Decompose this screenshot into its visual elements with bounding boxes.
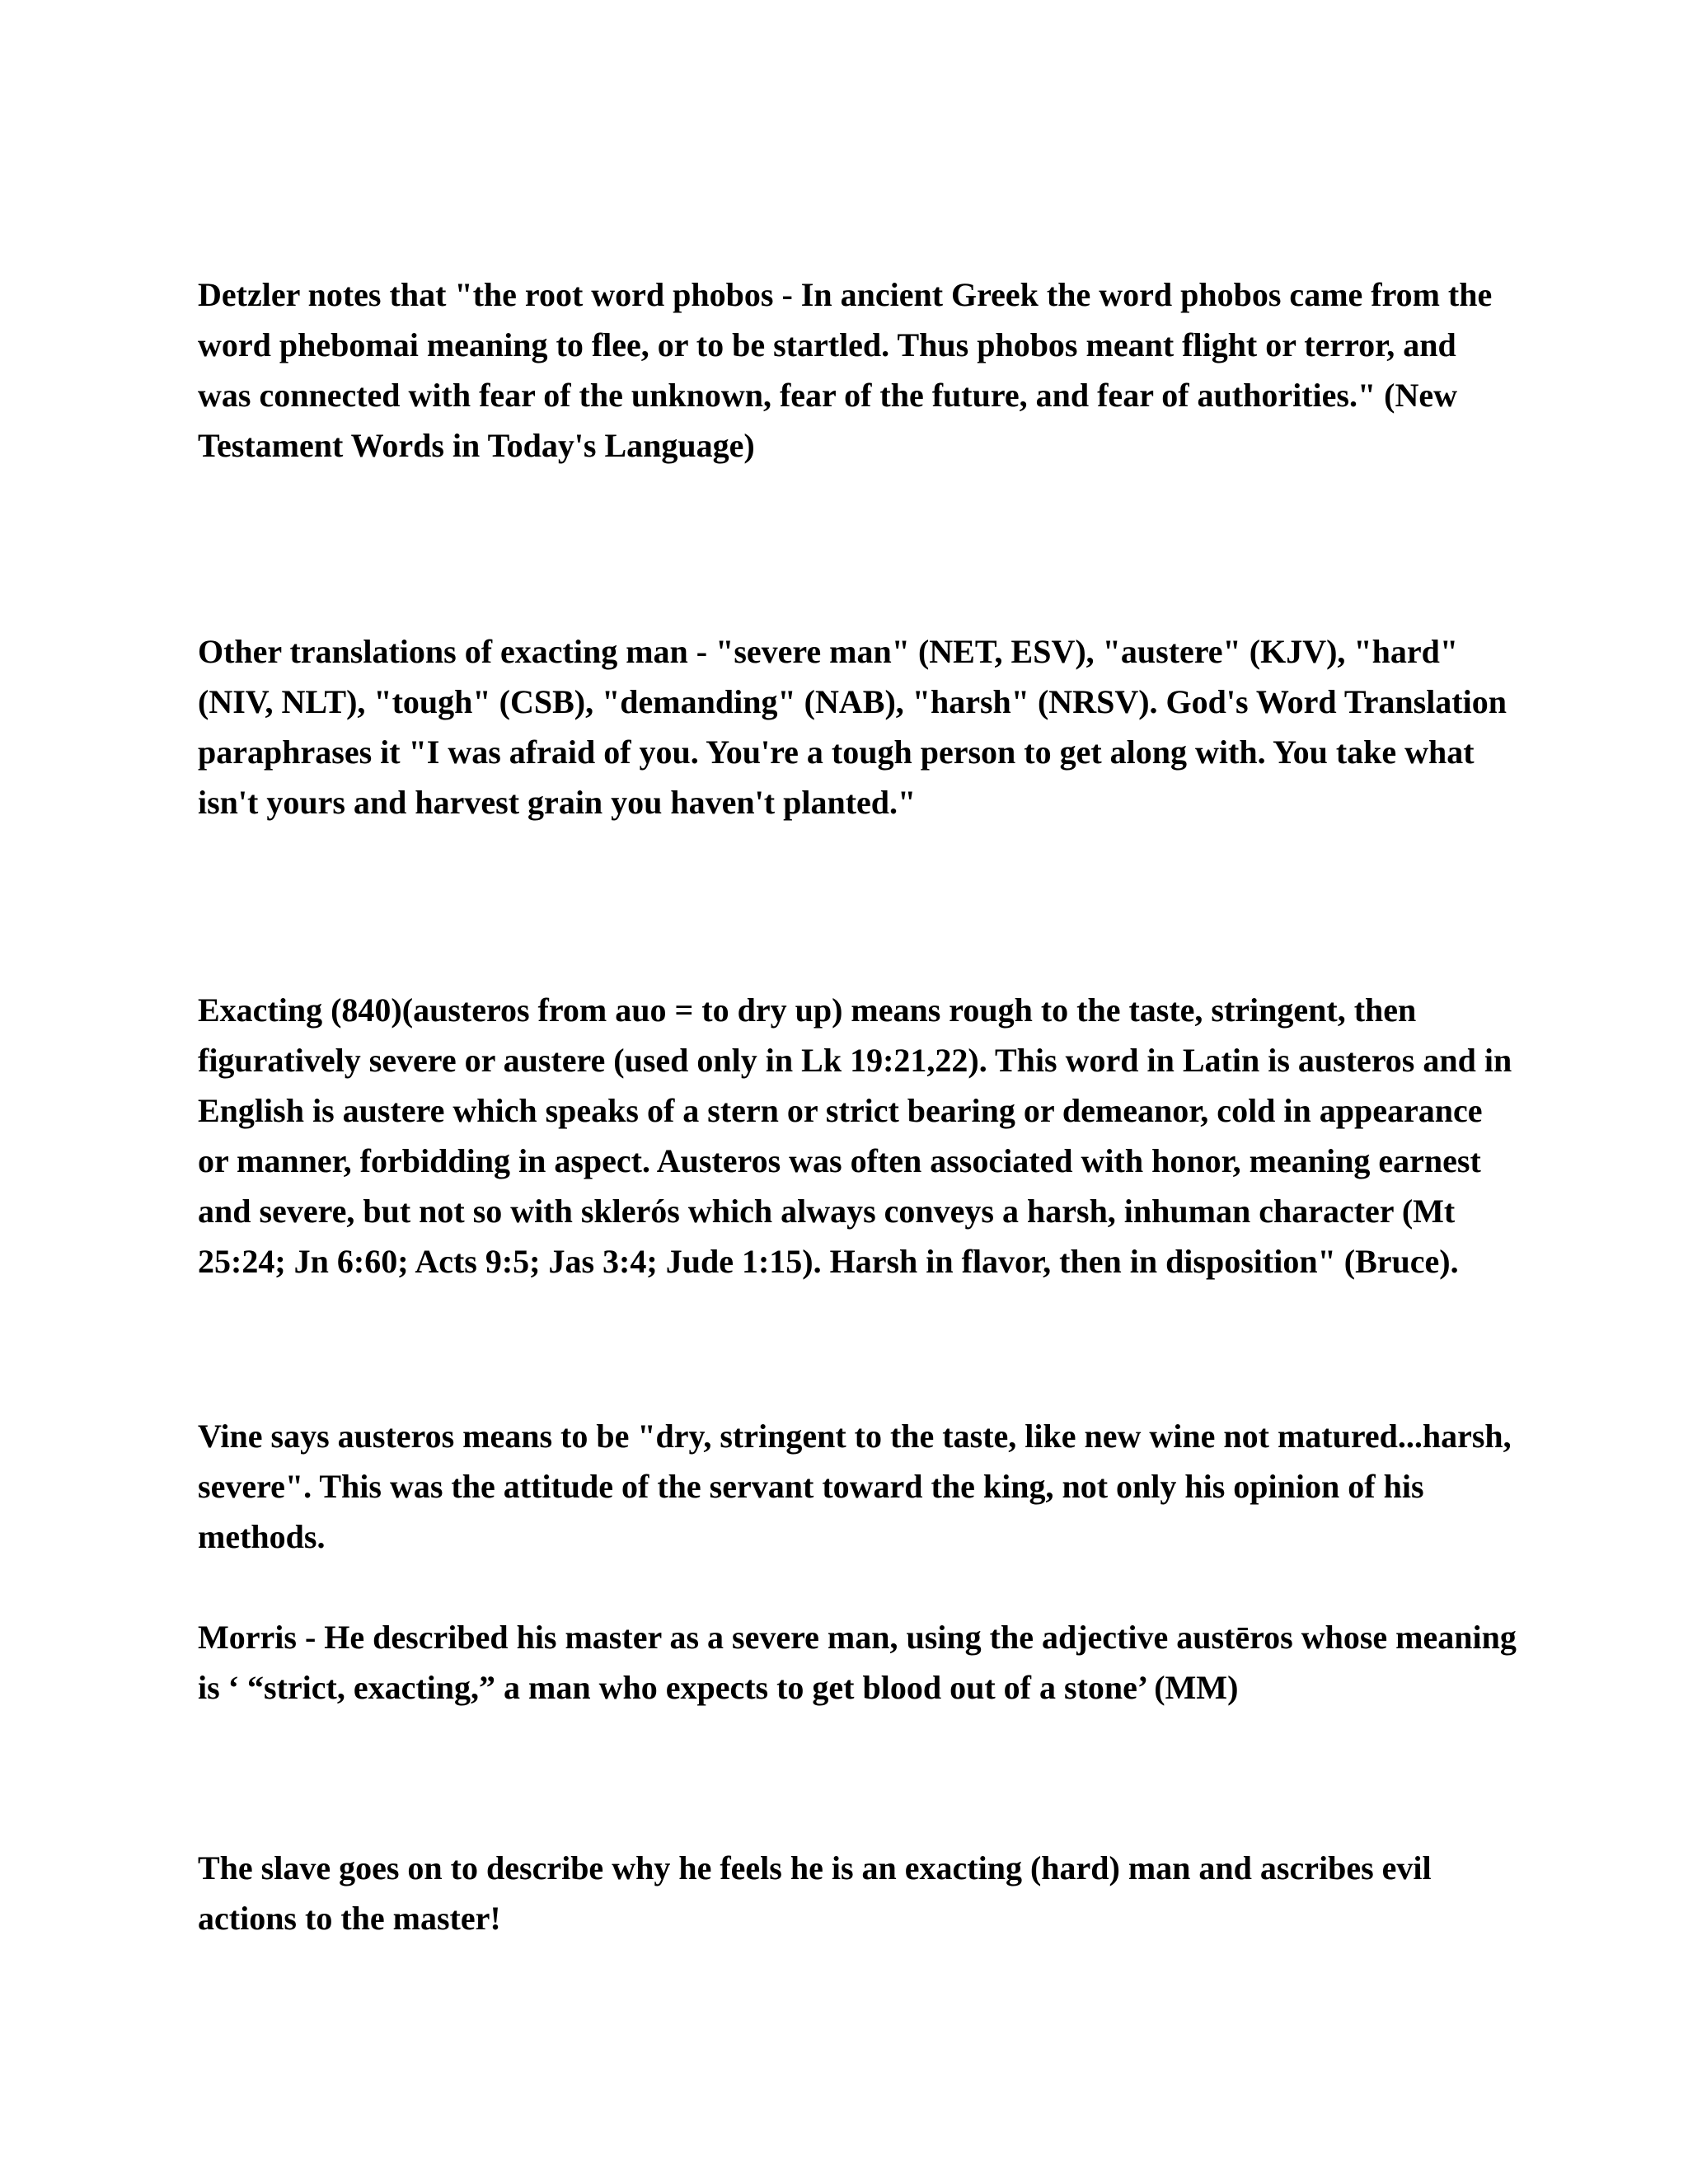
paragraph-morris [198,1612,1517,1713]
paragraph-text: Exacting (840)(austeros from auo = to dry up) means rough to the taste, stringent, then figuratively severe or austere (used only in Lk 19:21,22). This word in Latin is austeros and in English is austere which speaks of a stern or strict bearing or demeanor, cold in appearance or manner, forbidding in aspect. Austeros was often associated with honor, meaning earnest and severe, but not so with sklerós which always conveys a harsh, inhuman character (Mt 25:24; Jn 6:60; Acts 9:5; Jas 3:4; Jude 1:15). Harsh in flavor, then in disposition" (Bruce). [198,991,1512,1280]
paragraph-slave-describes [198,1843,1517,1943]
paragraph-text: Other translations of exacting man - "severe man" (NET, ESV), "austere" (KJV), "hard" (NIV, NLT), "tough" (CSB), "demanding" (NAB), "harsh" (NRSV). God's Word Translation paraphrases it "I was afraid of you. You're a tough person to get along with. You take what isn't yours and harvest grain you haven't planted." [198,633,1507,821]
paragraph-detzler-phobos [198,269,1517,471]
paragraph-text: Detzler notes that "the root word phobos - In ancient Greek the word phobos came from the word phebomai meaning to flee, or to be startled. Thus phobos meant flight or terror, and was connected with fear of the unknown, fear of the future, and fear of authorities." (New Testament Words in Today's Language) [198,276,1493,464]
paragraph-text: The slave goes on to describe why he feels he is an exacting (hard) man and ascribes evil actions to the master! [198,1849,1432,1937]
paragraph-text: Vine says austeros means to be "dry, stringent to the taste, like new wine not matured...harsh, severe". This was the attitude of the servant toward the king, not only his opinion of his methods. [198,1418,1512,1555]
paragraph-exacting-definition [198,985,1517,1286]
paragraph-vine [198,1411,1517,1562]
paragraph-text: Morris - He described his master as a severe man, using the adjective austēros whose meaning is ‘ “strict, exacting,” a man who expects to get blood out of a stone’ (MM) [198,1619,1517,1706]
paragraph-other-translations [198,626,1517,827]
